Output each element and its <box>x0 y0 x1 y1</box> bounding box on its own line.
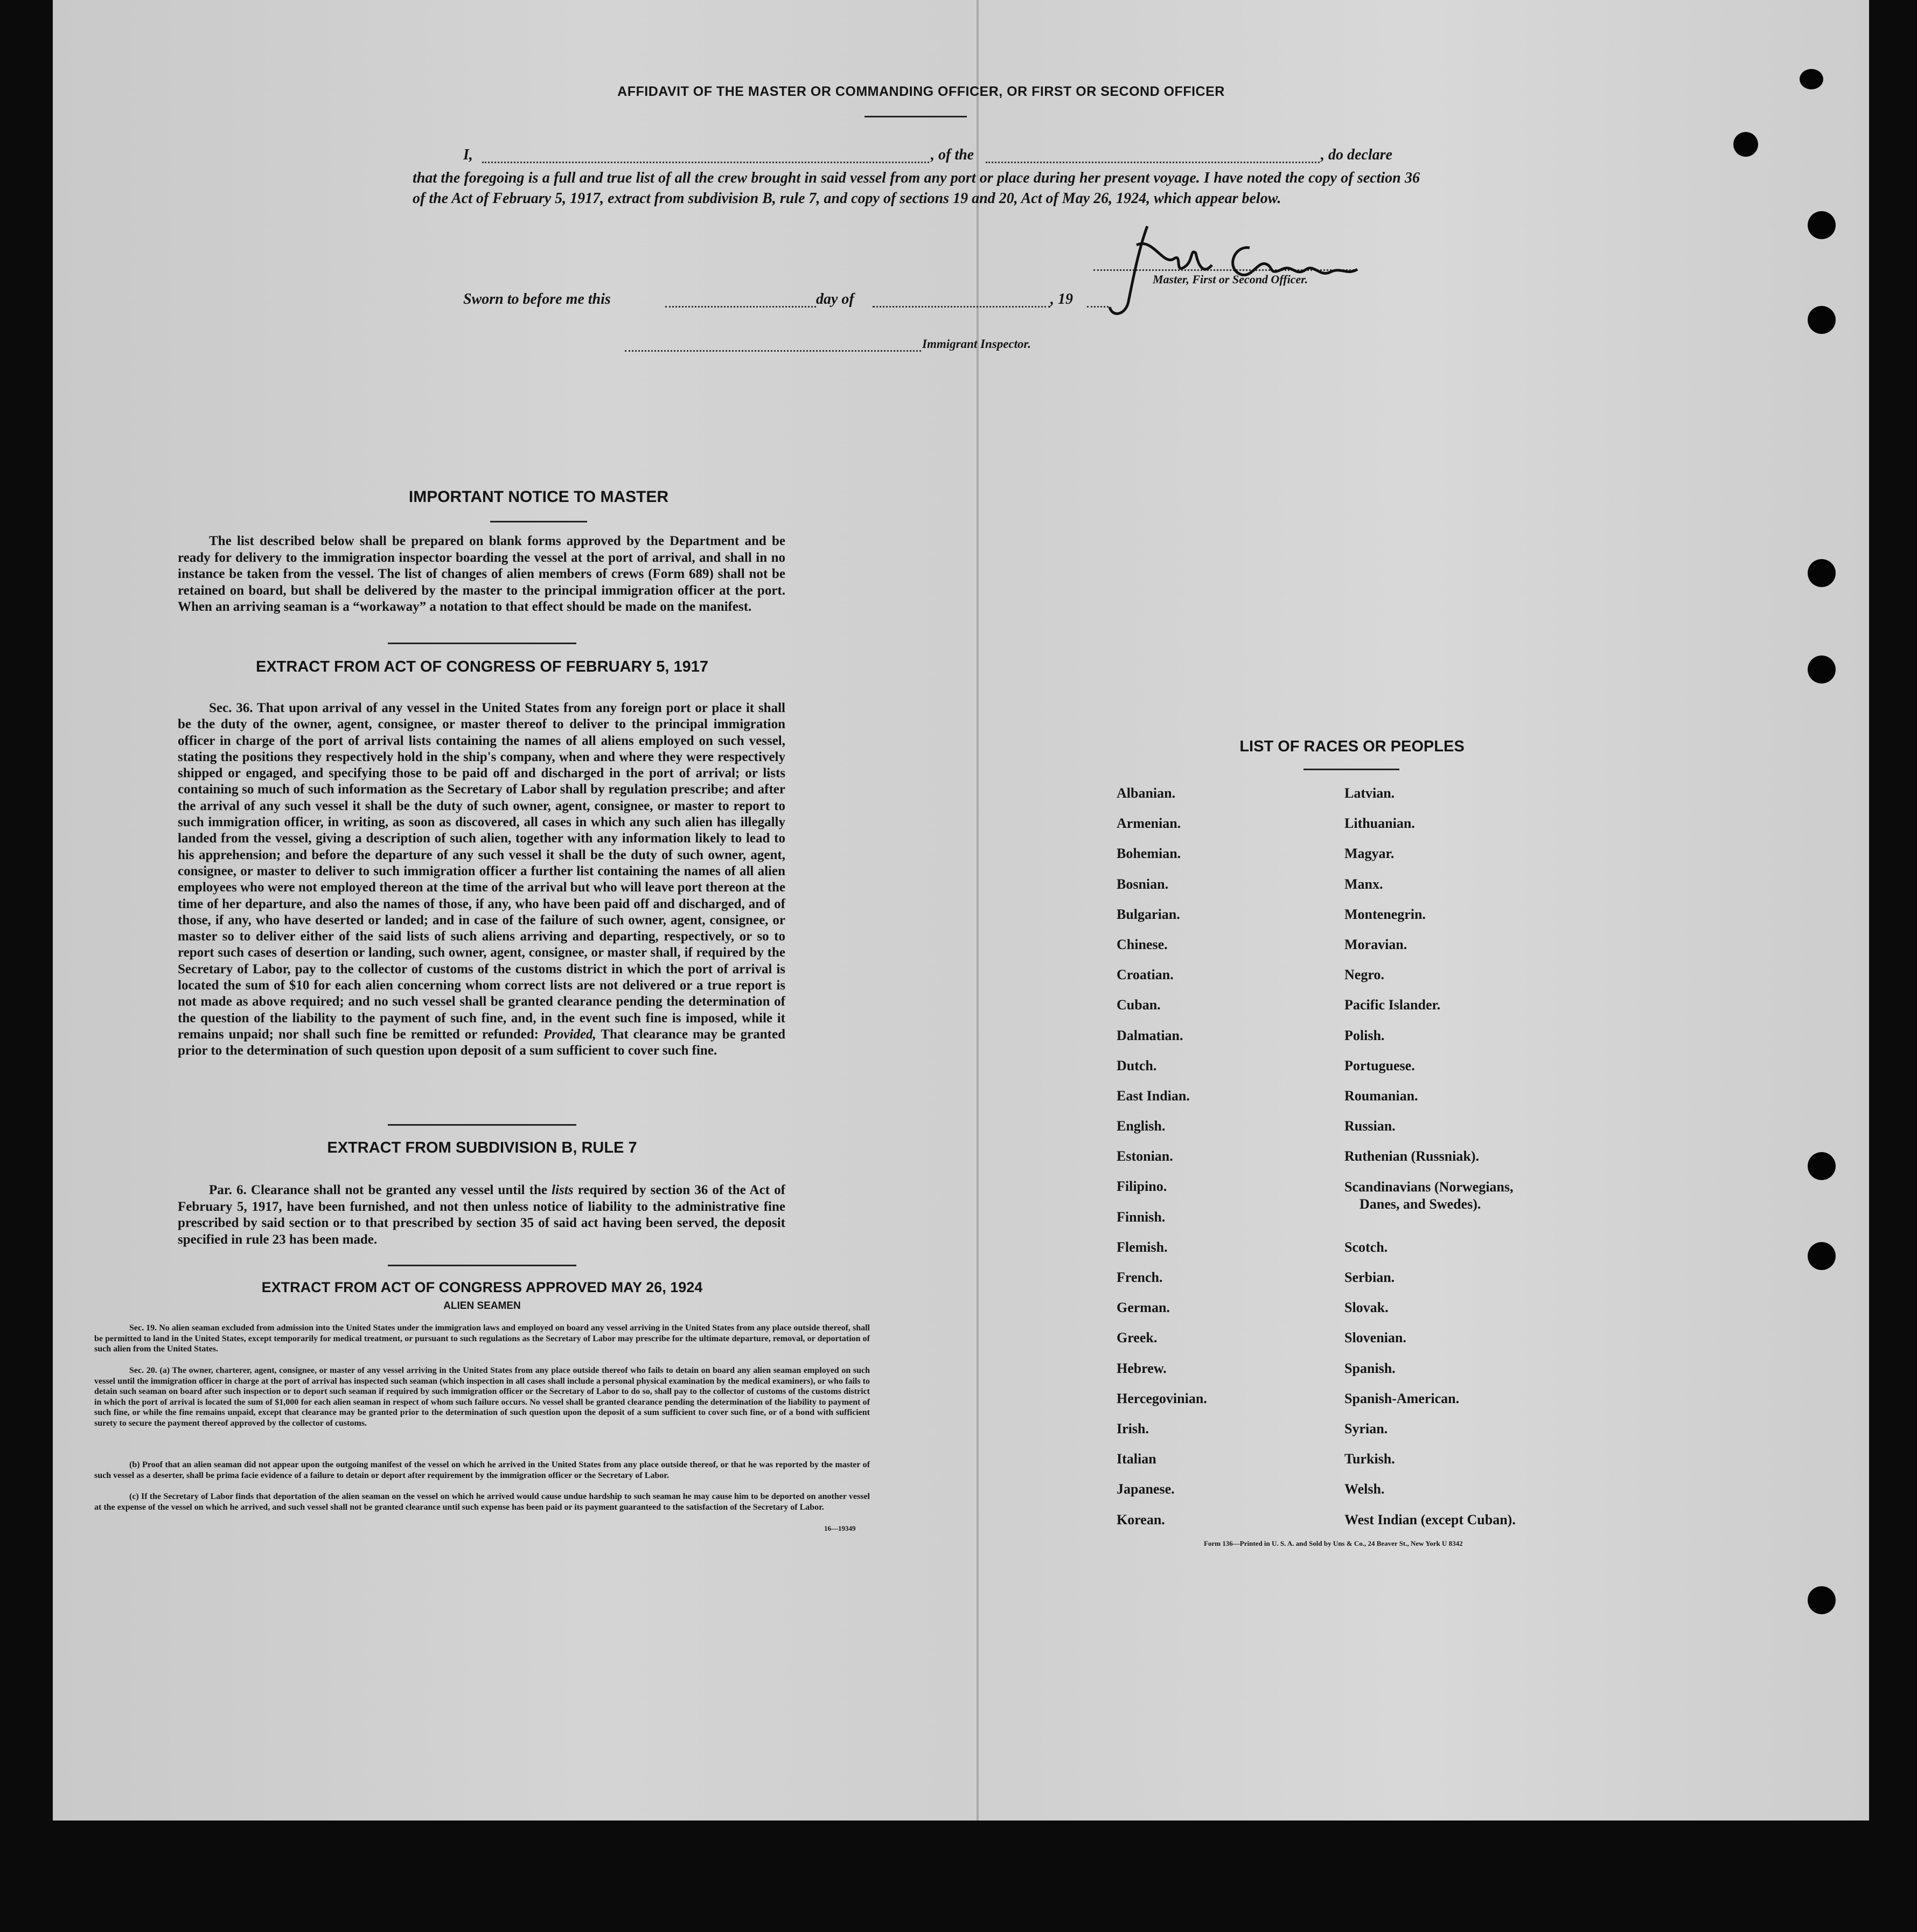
notice-title: IMPORTANT NOTICE TO MASTER <box>408 488 669 506</box>
race-item: Dalmatian. <box>1117 1027 1183 1043</box>
sec-19-text: Sec. 19. No alien seaman excluded from admission into the United States under the immigration laws and employed on board any vessel arriving in the United States from any place outside thereof, shall be permitted to land in the United States, except temporarily for medical treatment, or pursuant to such regulations as the Secretary of Labor may prescribe for the ultimate departure, removal, or deportation of such alien from the United States. <box>94 1323 870 1354</box>
punch-hole <box>1733 132 1758 157</box>
sworn-month-field <box>873 306 1050 308</box>
race-item: Flemish. <box>1117 1239 1168 1255</box>
punch-hole <box>1808 655 1836 683</box>
notice-divider <box>388 643 576 644</box>
race-item: Ruthenian (Russniak). <box>1344 1148 1479 1164</box>
vessel-field <box>986 162 1320 163</box>
affidavit-line1-of: , of the <box>931 147 974 163</box>
name-field <box>482 162 929 163</box>
sec-20c-text: (c) If the Secretary of Labor finds that deportation of the alien seaman on the vessel on which he arrived would cause undue hardship to such seaman he may cause him to be deported on another vessel at the expense of the vessel on which he arrived, and such vessel shall not be granted clearance until such expense has been paid or its payment guaranteed to the satisfaction of the Secretary of Labor. <box>94 1492 870 1512</box>
race-item: Lithuanian. <box>1344 815 1415 832</box>
sec-36-text: That upon arrival of any vessel in the United States from any foreign port or place it shall be the duty of the owner, agent, consignee, or master thereof to deliver to the principal immigration officer in charge of the port of arrival lists containing the names of all aliens employed on such vessel, stating the positions they respectively hold in the ship's company, when and where they were respectively shipped or engaged, and specifying those to be paid off and discharged in the port of arrival; or lists containing so much of such information as the Secretary of Labor shall by regulation prescribe; and after the arrival of any such vessel it shall be the duty of such owner, agent, consignee, or master to report to such immigration officer, in writing, as soon as discovered, all cases in which any such alien has illegally landed from the vessel, giving a description of such alien, together with any information likely to lead to his apprehension; and before the departure of any such vessel it shall be the duty of such owner, agent, consignee, or master to deliver to such immigration officer a further list containing the names of all alien employees who were not employed thereon at the time of the arrival but who will leave port thereon at the time of her departure, and also the names of those, if any, who have been paid off and discharged, and of those, if any, who have deserted or landed; and in case of the failure of such owner, agent, consignee, or master so to deliver either of the said lists of such aliens arriving and departing, respectively, or so to report such cases of desertion or landing, such owner, agent, consignee, or master shall, if required by the Secretary of Labor, pay to the collector of customs of the customs district in which the port of arrival is located the sum of $10 for each alien concerning whom correct lists are not delivered or a true report is not made as above required; and no such vessel shall be granted clearance pending the determination of the question of the liability to the payment of such fine, and, in the event such fine is imposed, while it remains unpaid; nor shall such fine be remitted or refunded: <box>178 701 785 1042</box>
races-left-column <box>1117 785 1207 1542</box>
race-item: Irish. <box>1117 1420 1149 1436</box>
affidavit-title: AFFIDAVIT OF THE MASTER OR COMMANDING OFFICER, OR FIRST OR SECOND OFFICER <box>617 84 1225 99</box>
race-item: Turkish. <box>1344 1451 1395 1467</box>
extract-1924-subtitle: ALIEN SEAMEN <box>443 1300 521 1312</box>
signature-image <box>1088 215 1368 323</box>
par-6-label: Par. 6. <box>209 1183 247 1197</box>
par-6-lists: lists <box>552 1183 574 1197</box>
race-item: Magyar. <box>1344 846 1395 862</box>
race-item: Greek. <box>1117 1330 1158 1346</box>
form-footer: Form 136—Printed in U. S. A. and Sold by Uns & Co., 24 Beaver St., New York U 8342 <box>1204 1539 1463 1547</box>
race-item: Serbian. <box>1344 1270 1395 1286</box>
race-item: Estonian. <box>1117 1148 1173 1164</box>
race-item: Armenian. <box>1117 815 1181 832</box>
sworn-day-field <box>665 306 816 308</box>
races-right-column <box>1344 785 1516 1542</box>
extract-1917-title: EXTRACT FROM ACT OF CONGRESS OF FEBRUARY 5, 1917 <box>255 658 709 675</box>
race-item: Polish. <box>1344 1027 1385 1043</box>
race-item: English. <box>1117 1118 1166 1134</box>
race-item: Bohemian. <box>1117 846 1181 862</box>
notice-body: The list described below shall be prepared on blank forms approved by the Department and be ready for delivery to the immigration inspector boarding the vessel at the port of arrival, and shall in no instance be taken from the vessel. The list of changes of alien members of crews (Form 689) shall not be retained on board, but shall be delivered by the master to the principal immigration officer at the port. When an arriving seaman is a “workaway” a notation to that effect should be made on the manifest. <box>178 534 785 614</box>
race-item: Albanian. <box>1117 785 1176 801</box>
race-item-scandinavian <box>1344 1178 1516 1239</box>
race-item: Roumanian. <box>1344 1087 1418 1104</box>
race-item: Scotch. <box>1344 1239 1388 1255</box>
sworn-prefix: Sworn to before me this <box>463 291 611 308</box>
race-item-continuation: Danes, and Swedes). <box>1360 1196 1481 1212</box>
sec-36-label: Sec. 36. <box>209 701 253 715</box>
punch-hole <box>1808 1242 1836 1270</box>
race-item: French. <box>1117 1270 1163 1285</box>
punch-hole <box>1808 1152 1836 1180</box>
race-item: Montenegrin. <box>1344 906 1426 922</box>
sworn-day: day of <box>816 291 854 308</box>
race-item: Hercegovinian. <box>1117 1390 1207 1406</box>
race-item: Welsh. <box>1344 1481 1385 1497</box>
race-item: Hebrew. <box>1117 1360 1167 1376</box>
print-code: 16—19349 <box>824 1524 856 1532</box>
race-item: Moravian. <box>1344 936 1407 952</box>
race-item: Portuguese. <box>1344 1057 1415 1073</box>
race-item: West Indian (except Cuban). <box>1344 1511 1516 1528</box>
race-item: Korean. <box>1117 1511 1165 1528</box>
rule7-body <box>178 1182 785 1248</box>
race-item: East Indian. <box>1117 1087 1190 1104</box>
par-6-text-a: Clearance shall not be granted any vessel until the <box>250 1183 547 1197</box>
extract-1917-divider <box>388 1124 576 1126</box>
sec-20b-text: (b) Proof that an alien seaman did not appear upon the outgoing manifest of the vessel on which he arrived in the United States from any place outside thereof, or that he was reported by the master of such vessel as a deserter, shall be prima facie evidence of a failure to detain or deport after requirement by the immigration officer or the Secretary of Labor. <box>94 1460 870 1480</box>
rule7-divider <box>388 1265 576 1266</box>
race-item: Spanish-American. <box>1344 1390 1460 1406</box>
races-title-rule <box>1303 769 1399 770</box>
inspector-signature-field <box>625 350 921 352</box>
race-item: German. <box>1117 1300 1170 1316</box>
extract-1924-title: EXTRACT FROM ACT OF CONGRESS APPROVED MAY 26, 1924 <box>261 1279 703 1295</box>
page-fold <box>977 0 979 1821</box>
race-item: Manx. <box>1344 876 1383 892</box>
provided-label: Provided, <box>543 1027 596 1042</box>
sworn-year: , 19 <box>1050 291 1073 308</box>
punch-hole <box>1808 559 1836 587</box>
race-item: Croatian. <box>1117 967 1174 983</box>
race-item: Latvian. <box>1344 785 1395 801</box>
race-item: Filipino. <box>1117 1178 1167 1195</box>
races-title: LIST OF RACES OR PEOPLES <box>1239 738 1465 755</box>
punch-hole <box>1808 1586 1836 1614</box>
race-item: Slovak. <box>1344 1300 1389 1316</box>
race-item: Bulgarian. <box>1117 906 1180 922</box>
race-item: Spanish. <box>1344 1360 1396 1376</box>
race-item: Chinese. <box>1117 936 1168 952</box>
par-6-text-b: required by section 36 of the Act of February 5, 1917, have been furnished, and not then unless notice of liability to the administrative fine prescribed by said section or to that prescribed by section 35 of said act having been served, the deposit specified in rule 23 has been made. <box>178 1183 786 1247</box>
punch-hole <box>1800 69 1823 89</box>
race-item: Negro. <box>1344 967 1384 983</box>
sec-20a-text: Sec. 20. (a) The owner, charterer, agent, consignee, or master of any vessel arriving in the United States from any place outside thereof who fails to detain on board any alien seaman employed on such vessel until the immigration officer in charge at the port of arrival has inspected such seaman (which inspection in all cases shall include a personal physical examination by the medical examiners), or who fails to detain such seaman on board after such inspection or to deport such seaman if required by such immigration officer or the Secretary of Labor to do so, shall pay to the collector of customs of the customs district in which the port of arrival is located the sum of $1,000 for each alien seaman in respect of whom such failure occurs. No vessel shall be granted clearance pending the determination of the liability to payment of such fine, or while the fine remains unpaid, except that clearance may be granted prior to the determination of such question upon the deposit of a sum sufficient to cover such fine, or of a bond with sufficient surety to secure the payment thereof approved by the collector of customs. <box>94 1366 870 1428</box>
race-item: Scandinavians (Norwegians, <box>1344 1179 1514 1195</box>
inspector-caption: Immigrant Inspector. <box>922 337 1031 351</box>
race-item: Japanese. <box>1117 1481 1175 1497</box>
race-item: Russian. <box>1344 1118 1396 1134</box>
extract-1917-body <box>178 700 785 1059</box>
race-item: Slovenian. <box>1344 1330 1406 1346</box>
race-item: Italian <box>1117 1451 1156 1467</box>
sworn-year-field <box>1087 306 1109 308</box>
race-item: Pacific Islander. <box>1344 997 1441 1013</box>
race-item: Cuban. <box>1117 997 1161 1013</box>
signature-caption: Master, First or Second Officer. <box>1153 273 1308 286</box>
affidavit-line1-declare: , do declare <box>1321 147 1392 163</box>
provided-text: That clearance may be granted prior to the determination of such question upon deposit of a sum sufficient to cover such fine. <box>178 1027 785 1058</box>
affidavit-body: that the foregoing is a full and true list of all the crew brought in said vessel from any port or place during her present voyage. I have noted the copy of section 36 of the Act of February 5, 1917, extract from subdivision B, rule 7, and copy of sections 19 and 20, Act of May 26, 1924, which appear below. <box>413 170 1420 207</box>
notice-title-rule <box>490 521 587 522</box>
affidavit-title-rule <box>865 116 967 117</box>
punch-hole <box>1808 211 1836 239</box>
race-item: Bosnian. <box>1117 876 1169 892</box>
rule7-title: EXTRACT FROM SUBDIVISION B, RULE 7 <box>327 1139 637 1156</box>
race-item: Syrian. <box>1344 1420 1388 1436</box>
race-item: Finnish. <box>1117 1209 1166 1225</box>
punch-hole <box>1808 306 1836 334</box>
affidavit-line1-i: I, <box>463 147 473 163</box>
race-item: Dutch. <box>1117 1057 1157 1073</box>
